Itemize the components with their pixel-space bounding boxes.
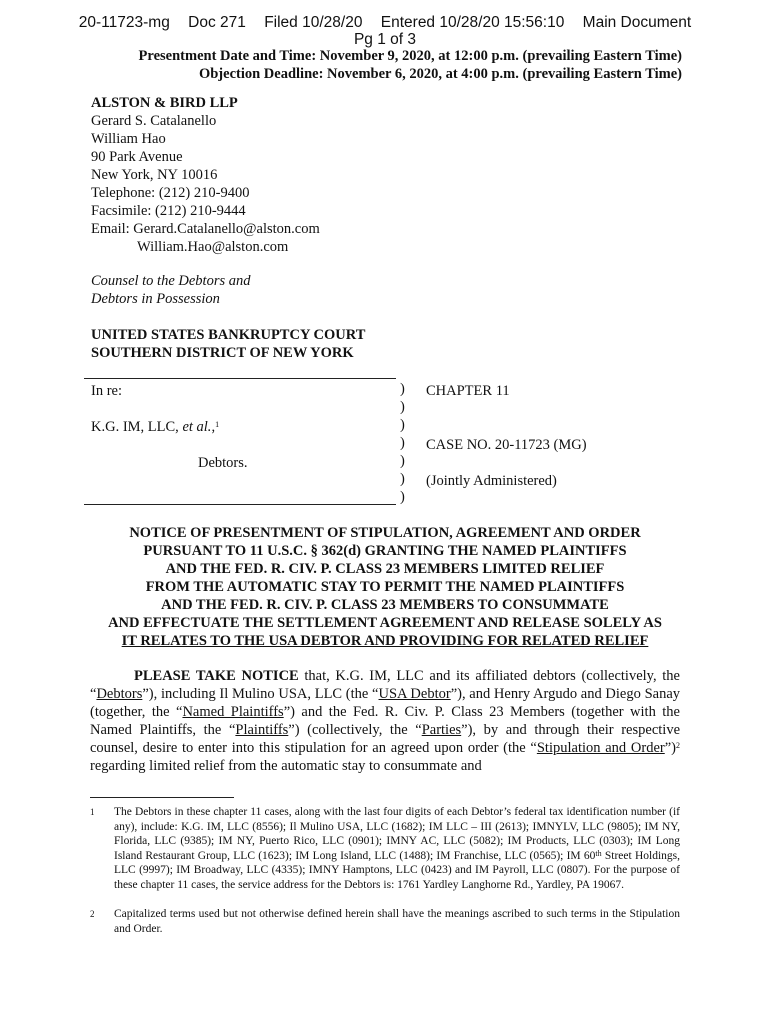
page-count: Pg 1 of 3 xyxy=(353,31,417,48)
attorney-name: Gerard S. Catalanello xyxy=(91,113,217,129)
title-line: IT RELATES TO THE USA DEBTOR AND PROVIDING FOR RELATED RELIEF xyxy=(121,633,649,649)
body-text: ”), including Il Mulino USA, LLC (the “ xyxy=(142,686,379,702)
paren: ) xyxy=(400,399,405,415)
caption-top-rule xyxy=(84,378,396,379)
doc-number: Doc 271 xyxy=(188,14,246,31)
footnote-text xyxy=(114,805,680,893)
title-line: FROM THE AUTOMATIC STAY TO PERMIT THE NAMED PLAINTIFFS xyxy=(145,579,625,595)
paren: ) xyxy=(400,381,405,397)
footnote-rule xyxy=(90,797,234,798)
objection-deadline: Objection Deadline: November 6, 2020, at 4:00 p.m. (prevailing Eastern Time) xyxy=(198,66,682,82)
paren: ) xyxy=(400,471,405,487)
title-line: AND THE FED. R. CIV. P. CLASS 23 MEMBERS TO CONSUMMATE xyxy=(161,597,609,613)
body-text: ”) and the Fed. R. Civ. P. Class 23 Members (together with the Named Plaintiffs, the “ xyxy=(90,704,680,738)
entered-date: Entered 10/28/20 15:56:10 xyxy=(380,14,565,31)
deadline-block xyxy=(139,47,682,83)
main-document-label: Main Document xyxy=(582,14,692,31)
footnote-text-part: The Debtors in these chapter 11 cases, along with the last four digits of each Debtor’s federal tax identification number (if any), include: K.G. IM, LLC (8556); Il Mulino USA, LLC (1682); IM LLC – III (2613); IMNYLV, LLC (9805); IM NY, Florida, LLC (9385); IM NY, Puerto Rico, LLC (0901); IMNY AC, LLC (5082); IM Products, LLC (0303); IM Long Island Restaurant Group, LLC (1623); IM Long Island, LLC (1488); IM Franchise, LLC (0565); IM 60 xyxy=(114,806,680,862)
debtors-label: Debtors. xyxy=(198,455,248,471)
body-text: ”) xyxy=(664,740,676,756)
caption-parens xyxy=(400,380,405,506)
chapter-label: CHAPTER 11 xyxy=(426,383,510,399)
title-line: AND EFFECTUATE THE SETTLEMENT AGREEMENT AND RELEASE SOLELY AS xyxy=(108,615,662,631)
title-line: NOTICE OF PRESENTMENT OF STIPULATION, AGREEMENT AND ORDER xyxy=(129,525,641,541)
filed-date: Filed 10/28/20 xyxy=(264,14,363,31)
firm-name: ALSTON & BIRD LLP xyxy=(91,95,238,111)
footnote-number: 1 xyxy=(90,807,95,817)
case-number-label: CASE NO. 20-11723 (MG) xyxy=(426,437,587,453)
ordinal-suffix: th xyxy=(595,848,602,858)
et-al-text: et al. xyxy=(182,419,212,435)
debtor-name-text: K.G. IM, LLC, xyxy=(91,419,183,435)
defined-term: Stipulation and Order xyxy=(536,740,665,756)
court-line: SOUTHERN DISTRICT OF NEW YORK xyxy=(91,345,354,361)
counsel-designation xyxy=(91,272,251,308)
paren: ) xyxy=(400,489,405,505)
counsel-line: Counsel to the Debtors and xyxy=(91,273,251,289)
firm-facsimile: Facsimile: (212) 210-9444 xyxy=(91,203,246,219)
presentment-date: Presentment Date and Time: November 9, 2020, at 12:00 p.m. (prevailing Eastern Time) xyxy=(138,48,682,64)
attorney-name: William Hao xyxy=(91,131,166,147)
footnote-marker: 1 xyxy=(215,420,220,429)
title-line: AND THE FED. R. CIV. P. CLASS 23 MEMBERS LIMITED RELIEF xyxy=(165,561,605,577)
court-line: UNITED STATES BANKRUPTCY COURT xyxy=(91,327,366,343)
defined-term: Plaintiffs xyxy=(235,722,289,738)
court-name xyxy=(91,326,365,362)
defined-term: Parties xyxy=(421,722,462,738)
debtor-comma: , xyxy=(211,419,216,435)
case-number: 20-11723-mg xyxy=(78,14,170,31)
body-text: ”) (collectively, the “ xyxy=(288,722,422,738)
in-re-label: In re: xyxy=(91,383,122,399)
body-paragraph xyxy=(90,667,680,775)
paren: ) xyxy=(400,435,405,451)
footnote-number: 2 xyxy=(90,909,95,919)
paren: ) xyxy=(400,417,405,433)
footnote-text: Capitalized terms used but not otherwise defined herein shall have the meanings ascribed to such terms in the Stipulation and Order. xyxy=(114,908,680,935)
body-text: ”), and Henry Argudo and Diego Sanay (together, the “ xyxy=(90,686,681,720)
counsel-line: Debtors in Possession xyxy=(91,291,220,307)
defined-term: USA Debtor xyxy=(378,686,451,702)
defined-term: Named Plaintiffs xyxy=(182,704,284,720)
ecf-header xyxy=(0,14,770,32)
debtor-name xyxy=(91,418,219,436)
footnote-text-part: Street Holdings, LLC (9997); IM Broadway, LLC (4335); IMNY Hamptons, LLC (0423) and IM Payroll, LLC (0807). For the purpose of these chapter 11 cases, the service address for the Debtors is: 1761 Yardley Langhorne Rd., Yardley, PA 19067. xyxy=(114,849,680,891)
firm-email-second: William.Hao@alston.com xyxy=(137,239,289,255)
caption-bottom-rule xyxy=(84,504,396,505)
document-title xyxy=(60,524,710,650)
firm-city: New York, NY 10016 xyxy=(91,167,218,183)
defined-term: Debtors xyxy=(96,686,143,702)
lead-text: PLEASE TAKE NOTICE xyxy=(134,668,299,684)
footnote-2 xyxy=(90,907,680,936)
title-line: PURSUANT TO 11 U.S.C. § 362(d) GRANTING THE NAMED PLAINTIFFS xyxy=(143,543,627,559)
firm-street: 90 Park Avenue xyxy=(91,149,183,165)
footnote-marker: 2 xyxy=(676,741,680,750)
footnote-1 xyxy=(90,805,680,893)
firm-block xyxy=(91,94,320,256)
body-text: ”), by and through their respective counsel, desire to enter into this stipulation for an agreed upon order (the “ xyxy=(90,722,681,756)
firm-telephone: Telephone: (212) 210-9400 xyxy=(91,185,250,201)
jointly-administered-label: (Jointly Administered) xyxy=(426,473,557,489)
body-text: regarding limited relief from the automatic stay to consummate and xyxy=(90,758,482,774)
paren: ) xyxy=(400,453,405,469)
body-text: that, K.G. IM, LLC and its affiliated debtors (collectively, the “ xyxy=(90,668,680,702)
firm-email: Email: Gerard.Catalanello@alston.com xyxy=(91,221,320,237)
